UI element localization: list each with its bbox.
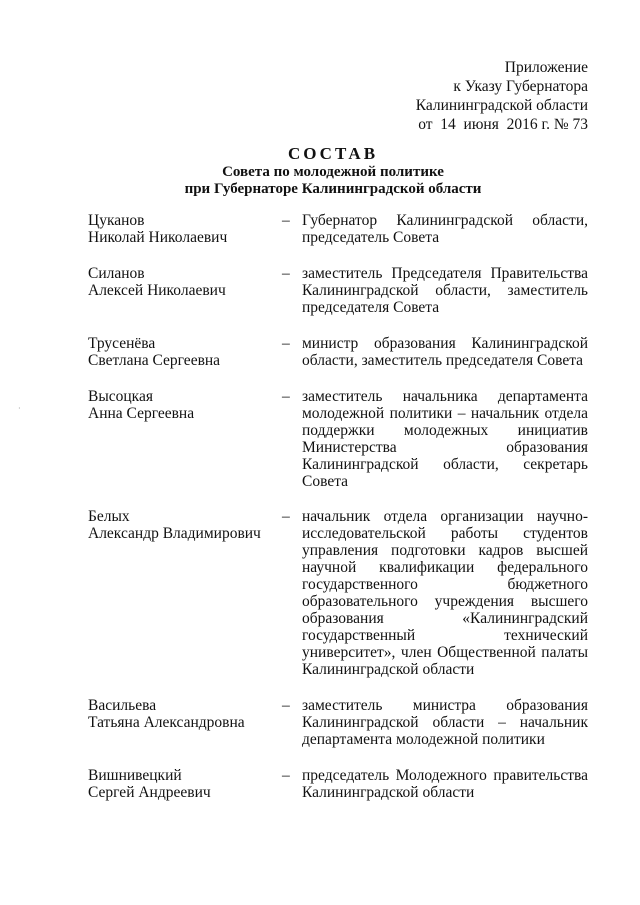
member-given-names: Алексей Николаевич [88, 282, 226, 299]
member-role: начальник отдела организации научно-исследовательской работы студентов управления подготовки кадров высшей научной квалификации федерального государственного бюджетного образовательного учреждения высшего образования «Калининградский государственный технический университет», член Общественной палаты Калининградской области [302, 508, 588, 678]
member-row [88, 335, 588, 369]
title-subtitle-2: при Губернаторе Калининградской области [184, 181, 482, 197]
member-dash: – [282, 767, 290, 784]
member-role: министр образования Калининградской области, заместитель председателя Совета [302, 335, 588, 369]
member-row [88, 388, 588, 490]
member-name [88, 265, 282, 299]
appendix-header [328, 58, 588, 134]
member-dash: – [282, 508, 290, 525]
member-given-names: Светлана Сергеевна [88, 352, 221, 369]
member-dash: – [282, 697, 290, 714]
member-name [88, 335, 282, 369]
title-subtitle-1: Совета по молодежной политике [222, 164, 444, 180]
member-role: Губернатор Калининградской области, председатель Совета [302, 212, 588, 246]
member-given-names: Сергей Андреевич [88, 784, 211, 801]
member-row [88, 265, 588, 316]
member-dash: – [282, 212, 290, 229]
member-name [88, 697, 282, 731]
member-row [88, 767, 588, 801]
member-role: заместитель начальника департамента молодежной политики – начальник отдела поддержки молодежных инициатив Министерства образования Калининградской области, секретарь Совета [302, 388, 588, 490]
scan-mark: · [18, 404, 21, 413]
member-role: председатель Молодежного правительства Калининградской области [302, 767, 588, 801]
member-name [88, 508, 282, 542]
member-row [88, 697, 588, 748]
members-list [88, 212, 588, 801]
member-surname: Белых [88, 508, 130, 525]
member-surname: Высоцкая [88, 388, 153, 405]
member-surname: Васильева [88, 697, 157, 714]
member-dash: – [282, 335, 290, 352]
member-row [88, 212, 588, 246]
title-main: СОСТАВ [287, 144, 379, 163]
member-dash: – [282, 265, 290, 282]
member-role: заместитель министра образования Калининградской области – начальник департамента молодежной политики [302, 697, 588, 748]
appendix-line: Приложение [504, 59, 588, 76]
appendix-line: Калининградской области [415, 97, 588, 114]
appendix-line: к Указу Губернатора [453, 78, 588, 95]
member-role: заместитель Председателя Правительства Калининградской области, заместитель председателя Совета [302, 265, 588, 316]
member-surname: Силанов [88, 265, 145, 282]
member-given-names: Анна Сергеевна [88, 405, 195, 422]
member-given-names: Александр Владимирович [88, 525, 261, 542]
member-surname: Вишнивецкий [88, 767, 182, 784]
member-dash: – [282, 388, 290, 405]
appendix-date-line: от 14 июня 2016 г. № 73 [418, 116, 588, 133]
member-name [88, 767, 282, 801]
member-name [88, 212, 282, 246]
document-title [0, 143, 640, 198]
member-given-names: Николай Николаевич [88, 229, 228, 246]
member-given-names: Татьяна Александровна [88, 714, 245, 731]
member-surname: Трусенёва [88, 335, 156, 352]
member-name [88, 388, 282, 422]
member-surname: Цуканов [88, 212, 145, 229]
member-row [88, 508, 588, 678]
